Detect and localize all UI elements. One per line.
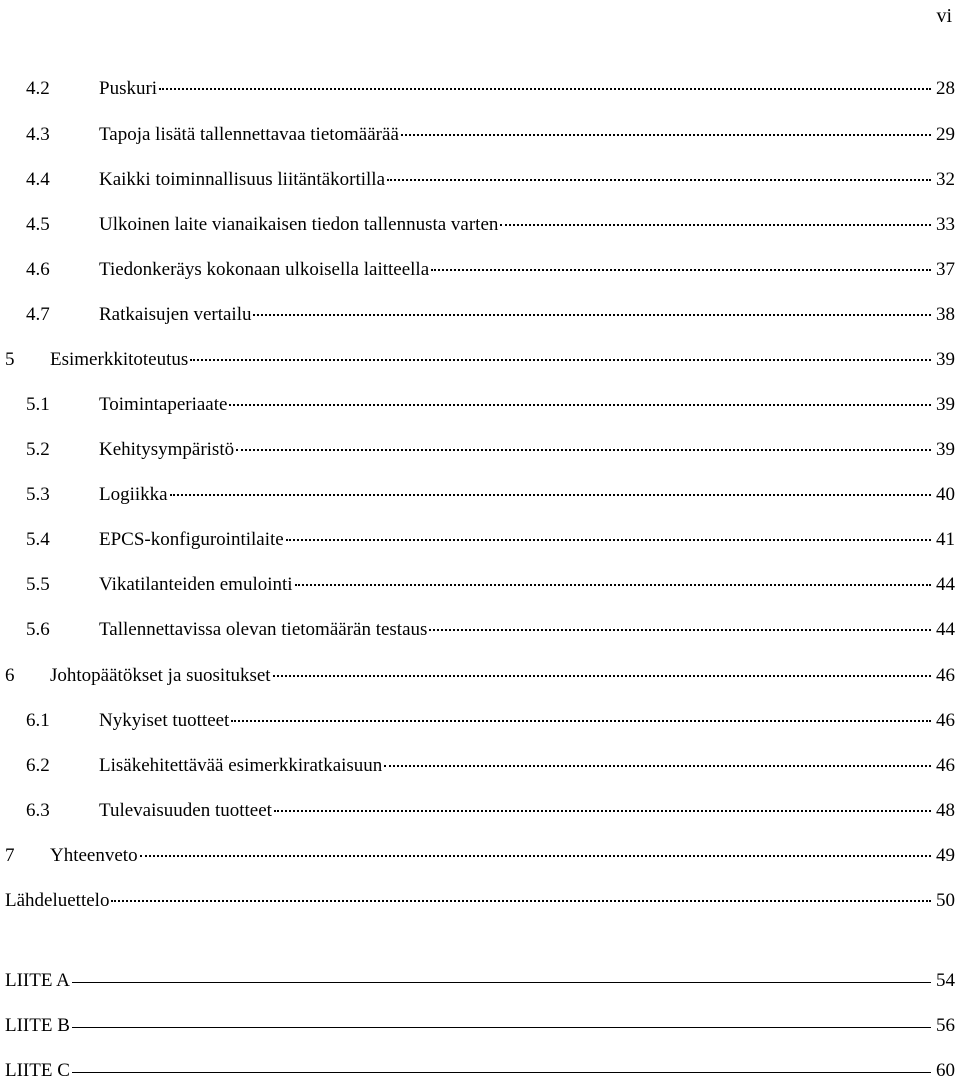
toc-entry-title: Ratkaisujen vertailu	[99, 304, 252, 325]
toc-dot-leader	[253, 308, 931, 316]
toc-dot-leader	[140, 849, 931, 857]
toc-entry-page: 28	[936, 78, 955, 99]
toc-entry-title: Nykyiset tuotteet	[99, 710, 230, 731]
toc-entry[interactable]	[0, 710, 955, 732]
toc-entry-title: Puskuri	[99, 78, 158, 99]
toc-entry[interactable]	[0, 78, 955, 100]
toc-entry-title: Tapoja lisätä tallennettavaa tietomäärää	[99, 124, 399, 145]
toc-dot-leader	[159, 82, 931, 90]
toc-entry[interactable]	[0, 845, 955, 867]
toc-entry[interactable]	[0, 619, 955, 641]
toc-entry[interactable]	[0, 890, 955, 912]
toc-entry-title: EPCS-konfigurointilaite	[99, 529, 284, 550]
toc-entry-title: Tallennettavissa olevan tietomäärän testaus	[99, 619, 428, 640]
toc-entry-title: Vikatilanteiden emulointi	[99, 574, 293, 595]
appendix-entry[interactable]	[0, 1015, 955, 1037]
toc-entry-title: Yhteenveto	[50, 845, 138, 866]
toc-entry-page: 41	[936, 529, 955, 550]
toc-entry-page: 40	[936, 484, 955, 505]
toc-entry-number: 5	[5, 349, 15, 370]
toc-entry-title: Lähdeluettelo	[5, 890, 110, 911]
appendix-entry[interactable]	[0, 970, 955, 992]
toc-dot-leader	[295, 578, 931, 586]
toc-dot-leader	[401, 128, 931, 136]
toc-entry-page: 50	[936, 890, 955, 911]
toc-entry-number: 4.6	[26, 259, 50, 280]
toc-entry-page: 39	[936, 439, 955, 460]
appendix-title: LIITE C	[5, 1060, 70, 1081]
toc-entry-page: 44	[936, 619, 955, 640]
toc-entry-number: 5.2	[26, 439, 50, 460]
toc-entry[interactable]	[0, 439, 955, 461]
toc-entry-page: 46	[936, 755, 955, 776]
toc-entry-number: 7	[5, 845, 15, 866]
toc-dot-leader	[273, 669, 931, 677]
toc-entry-number: 5.3	[26, 484, 50, 505]
toc-dot-leader	[429, 623, 931, 631]
appendix-leader	[72, 1021, 931, 1028]
toc-entry[interactable]	[0, 484, 955, 506]
toc-entry-number: 4.7	[26, 304, 50, 325]
toc-entry-page: 39	[936, 394, 955, 415]
toc-entry-page: 46	[936, 665, 955, 686]
toc-entry-page: 29	[936, 124, 955, 145]
toc-entry[interactable]	[0, 214, 955, 236]
toc-entry-title: Tulevaisuuden tuotteet	[99, 800, 272, 821]
appendix-page: 60	[936, 1060, 955, 1081]
toc-entry-number: 4.2	[26, 78, 50, 99]
toc-dot-leader	[236, 443, 931, 451]
appendix-title: LIITE B	[5, 1015, 70, 1036]
toc-entry-page: 37	[936, 259, 955, 280]
toc-entry-page: 33	[936, 214, 955, 235]
toc-entry-page: 39	[936, 349, 955, 370]
toc-entry-page: 44	[936, 574, 955, 595]
appendix-leader	[72, 976, 931, 983]
toc-dot-leader	[431, 263, 931, 271]
toc-entry-title: Kehitysympäristö	[99, 439, 235, 460]
toc-entry-page: 38	[936, 304, 955, 325]
toc-entry-page: 32	[936, 169, 955, 190]
toc-dot-leader	[500, 218, 931, 226]
toc-entry-number: 5.4	[26, 529, 50, 550]
toc-dot-leader	[384, 759, 931, 767]
toc-entry[interactable]	[0, 529, 955, 551]
toc-entry[interactable]	[0, 574, 955, 596]
toc-entry[interactable]	[0, 169, 955, 191]
toc-entry-title: Esimerkkitoteutus	[50, 349, 189, 370]
toc-entry-number: 4.3	[26, 124, 50, 145]
toc-entry-number: 4.4	[26, 169, 50, 190]
toc-entry[interactable]	[0, 304, 955, 326]
appendix-page: 54	[936, 970, 955, 991]
toc-entry-page: 46	[936, 710, 955, 731]
toc-entry-number: 5.6	[26, 619, 50, 640]
toc-dot-leader	[387, 173, 931, 181]
toc-entry-title: Kaikki toiminnallisuus liitäntäkortilla	[99, 169, 386, 190]
appendix-leader	[72, 1066, 931, 1073]
toc-dot-leader	[190, 353, 931, 361]
toc-dot-leader	[111, 894, 931, 902]
toc-entry-title: Tiedonkeräys kokonaan ulkoisella laitteella	[99, 259, 430, 280]
toc-entry-number: 5.1	[26, 394, 50, 415]
toc-dot-leader	[286, 533, 931, 541]
toc-entry[interactable]	[0, 755, 955, 777]
toc-entry[interactable]	[0, 800, 955, 822]
toc-entry[interactable]	[0, 349, 955, 371]
toc-entry-page: 48	[936, 800, 955, 821]
toc-entry-number: 5.5	[26, 574, 50, 595]
toc-dot-leader	[229, 398, 931, 406]
page-number: vi	[936, 5, 952, 27]
toc-entry-number: 6.3	[26, 800, 50, 821]
toc-entry-title: Lisäkehitettävää esimerkkiratkaisuun	[99, 755, 383, 776]
toc-entry-number: 6.2	[26, 755, 50, 776]
toc-dot-leader	[170, 488, 931, 496]
toc-entry-number: 4.5	[26, 214, 50, 235]
toc-entry-number: 6	[5, 665, 15, 686]
toc-entry[interactable]	[0, 124, 955, 146]
toc-entry[interactable]	[0, 259, 955, 281]
toc-entry-title: Ulkoinen laite vianaikaisen tiedon tallennusta varten	[99, 214, 499, 235]
toc-entry-title: Johtopäätökset ja suositukset	[50, 665, 271, 686]
toc-entry-page: 49	[936, 845, 955, 866]
toc-entry[interactable]	[0, 394, 955, 416]
toc-entry[interactable]	[0, 665, 955, 687]
toc-dot-leader	[231, 714, 931, 722]
appendix-page: 56	[936, 1015, 955, 1036]
toc-entry-number: 6.1	[26, 710, 50, 731]
toc-entry-title: Logiikka	[99, 484, 168, 505]
appendix-entry[interactable]	[0, 1060, 955, 1082]
toc-dot-leader	[274, 804, 931, 812]
toc-entry-title: Toimintaperiaate	[99, 394, 228, 415]
appendix-title: LIITE A	[5, 970, 70, 991]
